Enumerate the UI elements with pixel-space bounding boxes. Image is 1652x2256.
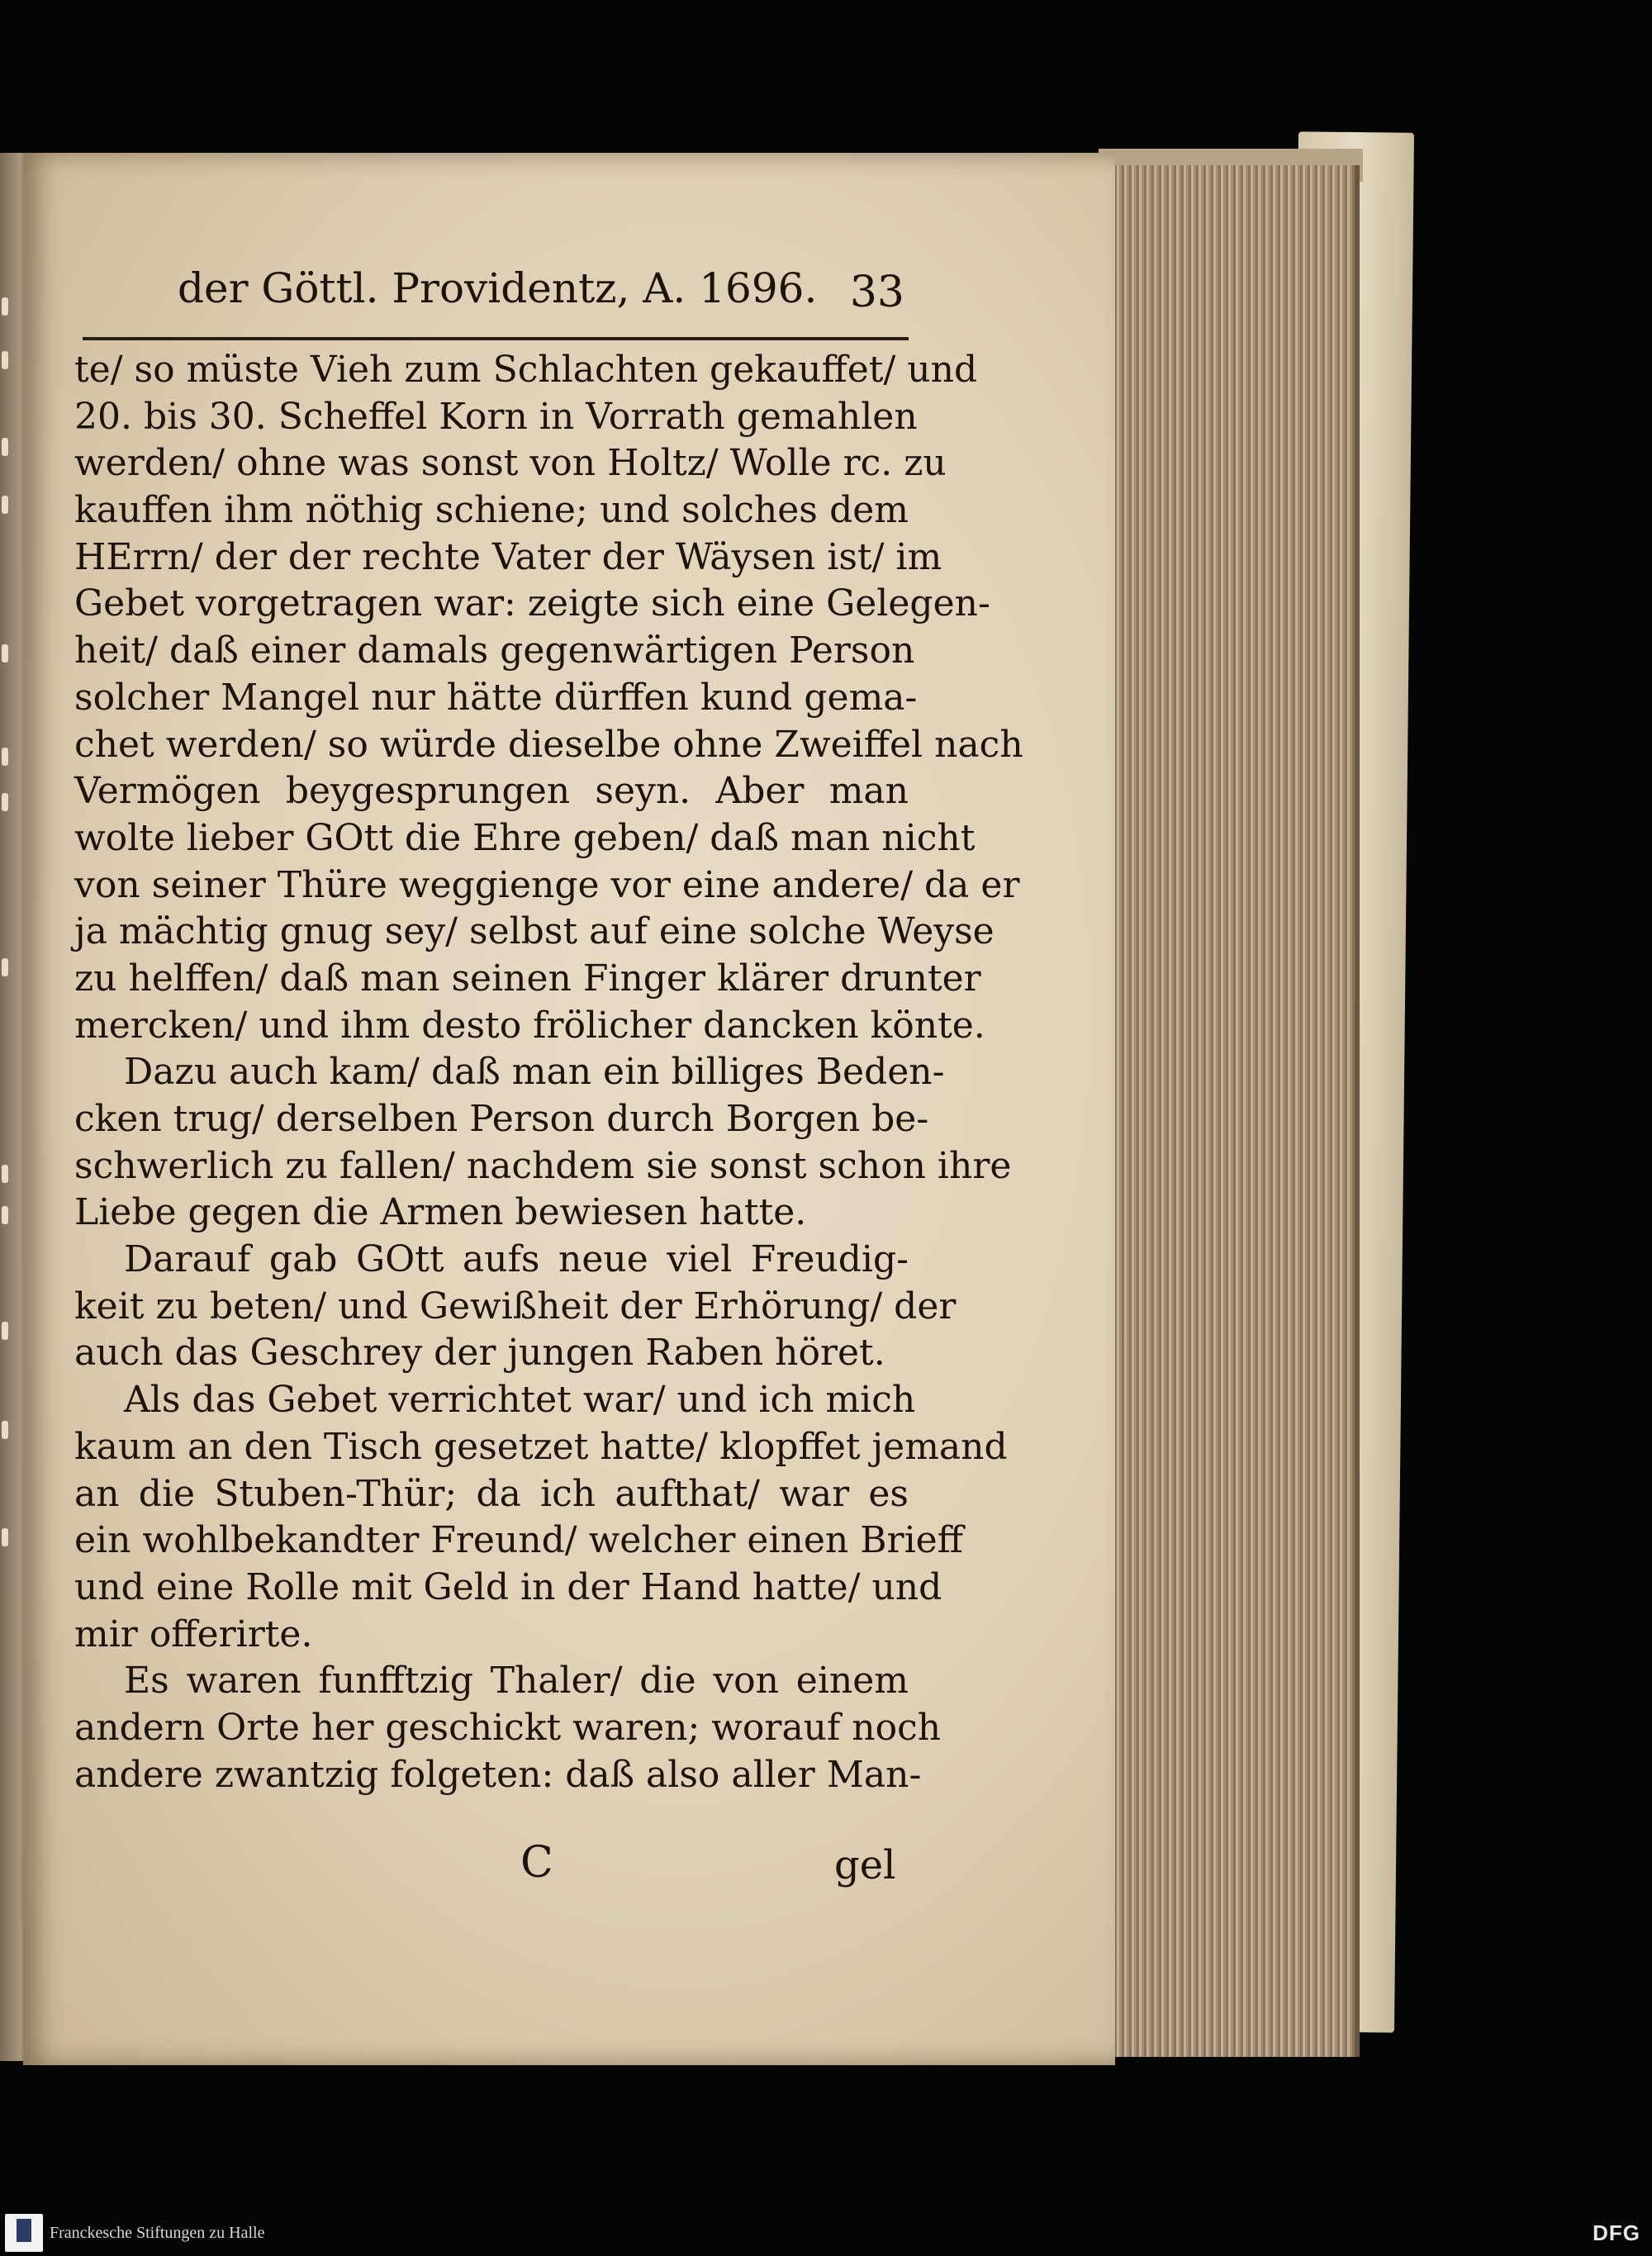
text-line: HErrn/ der der rechte Vater der Wäysen ist/ im <box>74 535 942 578</box>
text-line: mir offerirte. <box>74 1612 313 1655</box>
text-line: solcher Mangel nur hätte dürffen kund gema- <box>74 676 918 719</box>
text-line: kaum an den Tisch gesetzet hatte/ klopffet jemand <box>74 1425 1008 1468</box>
text-line: Vermögen beygesprungen seyn. Aber man <box>74 770 909 813</box>
signature-mark: C <box>520 1838 553 1888</box>
text-line: andere zwantzig folgeten: daß also aller Man- <box>74 1753 922 1796</box>
institution-logo[interactable] <box>5 2214 43 2252</box>
text-line: Es waren funfftzig Thaler/ die von einem <box>124 1660 909 1703</box>
text-line: te/ so müste Vieh zum Schlachten gekauffet/ und <box>74 349 978 391</box>
text-line: Dazu auch kam/ daß man ein billiges Beden- <box>124 1051 945 1094</box>
text-line: wolte lieber GOtt die Ehre geben/ daß man nicht <box>74 816 976 859</box>
text-line: keit zu beten/ und Gewißheit der Erhörung/ der <box>74 1285 957 1327</box>
text-line: Als das Gebet verrichtet war/ und ich mich <box>124 1379 916 1422</box>
text-line: Gebet vorgetragen war: zeigte sich eine Gelegen- <box>74 582 990 625</box>
institution-name[interactable]: Franckesche Stiftungen zu Halle <box>50 2224 265 2242</box>
text-line: mercken/ und ihm desto frölicher dancken könte. <box>74 1004 985 1047</box>
text-line: kauffen ihm nöthig schiene; und solches dem <box>74 489 909 532</box>
page-block-edges <box>1107 165 1360 2057</box>
page-number: 33 <box>849 268 904 317</box>
text-line: heit/ daß einer damals gegenwärtigen Person <box>74 629 915 672</box>
text-line: und eine Rolle mit Geld in der Hand hatte/ und <box>74 1565 942 1608</box>
dfg-logo[interactable]: DFG <box>1593 2220 1640 2245</box>
text-line: Darauf gab GOtt aufs neue viel Freudig- <box>124 1238 909 1281</box>
running-head: der Göttl. Providentz, A. 1696. <box>178 264 818 312</box>
text-line: zu helffen/ daß man seinen Finger klärer drunter <box>74 957 981 1000</box>
text-line: andern Orte her geschickt waren; worauf noch <box>74 1706 942 1749</box>
text-line: 20. bis 30. Scheffel Korn in Vorrath gemahlen <box>74 395 918 438</box>
catchword: gel <box>834 1842 896 1888</box>
text-line: chet werden/ so würde dieselbe ohne Zweiffel nach <box>74 723 1023 766</box>
text-line: ja mächtig gnug sey/ selbst auf eine solche Weyse <box>74 910 995 953</box>
header-rule <box>83 337 909 340</box>
page-header <box>178 264 904 330</box>
text-line: an die Stuben-Thür; da ich aufthat/ war es <box>74 1472 909 1515</box>
text-line: auch das Geschrey der jungen Raben höret. <box>74 1332 885 1375</box>
text-line: schwerlich zu fallen/ nachdem sie sonst schon ihre <box>74 1144 1012 1187</box>
text-line: werden/ ohne was sonst von Holtz/ Wolle rc. zu <box>74 442 947 485</box>
body-text <box>74 347 1023 1798</box>
text-line: cken trug/ derselben Person durch Borgen be- <box>74 1098 929 1140</box>
text-line: ein wohlbekandter Freund/ welcher einen Brieff <box>74 1519 963 1562</box>
text-line: von seiner Thüre weggienge vor eine andere/ da er <box>74 863 1020 906</box>
text-line: Liebe gegen die Armen bewiesen hatte. <box>74 1191 807 1234</box>
